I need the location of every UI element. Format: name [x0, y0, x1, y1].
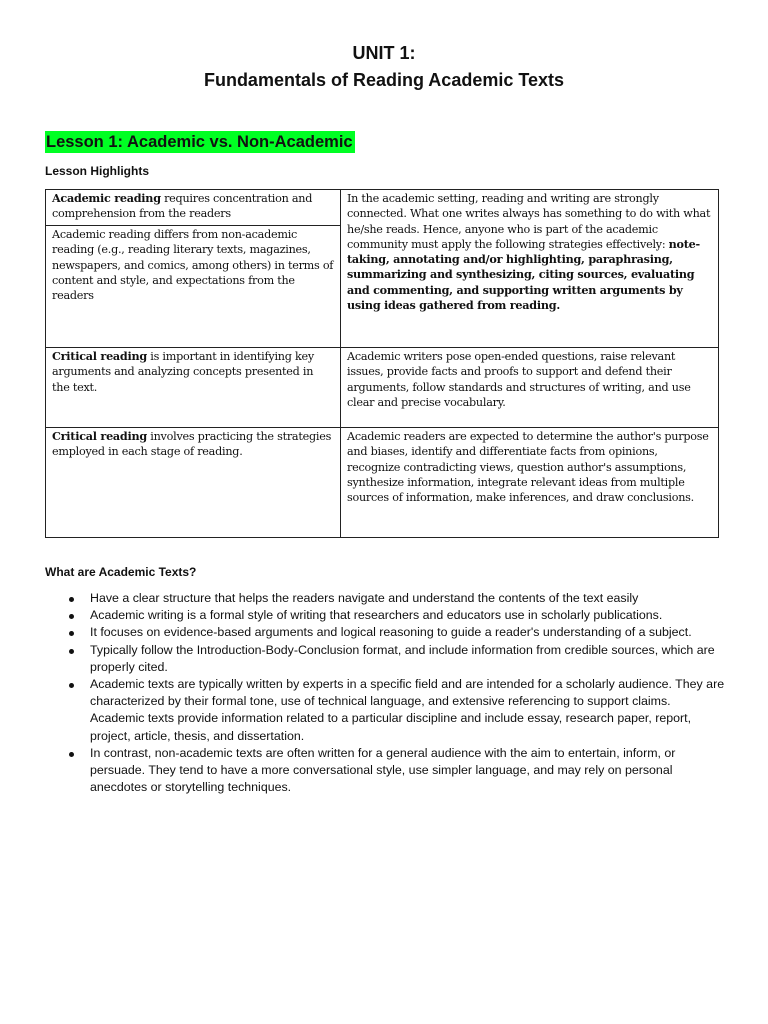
table-row	[46, 190, 719, 226]
list-item	[45, 590, 725, 607]
list-item-text: Academic texts are typically written by experts in a specific field and are intended for a scholarly audience. They are characterized by their formal tone, use of technical language, and extensive referencing to support claims. Academic texts provide information related to a particular discipline and include essay, research paper, report, project, article, thesis, and dissertation.	[90, 677, 725, 743]
cell-text: Academic reading differs from non-academic reading (e.g., reading literary texts, magazines, newspapers, and comics, among others) in terms of content and style, and expectations from the readers	[52, 228, 334, 303]
table-cell	[341, 428, 719, 538]
cell-bold-term: Critical reading	[52, 349, 147, 363]
cell-text: Academic readers are expected to determine the author's purpose and biases, identify and differentiate facts from opinions, recognize contradicting views, question author's assumptions, synthesize information, integrate relevant ideas from multiple sources of information, make inferences, and draw conclusions.	[347, 430, 709, 505]
list-item-text: Have a clear structure that helps the readers navigate and understand the contents of the text easily	[90, 591, 639, 605]
bullet-icon	[69, 649, 74, 654]
cell-bold-text: note-taking, annotating and/or highlighting, paraphrasing, summarizing and synthesizing, citing sources, evaluating and commenting, and supporting written arguments by using ideas gathered from reading.	[347, 236, 700, 313]
list-item	[45, 624, 725, 641]
unit-number: UNIT 1:	[352, 43, 416, 63]
cell-bold-term: Academic reading	[52, 191, 161, 205]
unit-subtitle: Fundamentals of Reading Academic Texts	[203, 70, 565, 90]
list-item	[45, 607, 725, 624]
cell-text: Academic writers pose open-ended questions, raise relevant issues, provide facts and proofs to support and defend their arguments, follow standards and structures of writing, and use clear and precise vocabulary.	[347, 350, 691, 409]
list-item	[45, 676, 725, 745]
lesson-highlights-label: Lesson Highlights	[45, 164, 150, 178]
lesson-heading: Lesson 1: Academic vs. Non-Academic	[46, 133, 353, 151]
list-item-text: In contrast, non-academic texts are often written for a general audience with the aim to entertain, inform, or persuade. They tend to have a more conversational style, use simpler language, and may rely on personal anecdotes or storytelling techniques.	[90, 745, 676, 795]
bullet-icon	[69, 597, 74, 602]
list-item	[45, 642, 725, 676]
table-cell	[46, 348, 341, 428]
table-row	[46, 428, 719, 538]
table-cell	[46, 190, 341, 226]
cell-bold-term: Critical reading	[52, 429, 147, 443]
bullet-icon	[69, 683, 74, 688]
bullet-icon	[69, 614, 74, 619]
bullet-icon	[69, 631, 74, 636]
table-cell	[46, 226, 341, 348]
bullet-list	[45, 590, 725, 796]
list-item-text: Typically follow the Introduction-Body-Conclusion format, and include information from credible sources, which are properly cited.	[90, 642, 715, 674]
table-row	[46, 348, 719, 428]
table-cell	[341, 348, 719, 428]
section-heading: What are Academic Texts?	[45, 565, 197, 579]
table-cell	[46, 428, 341, 538]
cell-text: involves practicing the strategies employed in each stage of reading.	[52, 430, 332, 459]
bullet-icon	[69, 752, 74, 757]
table-cell	[341, 190, 719, 348]
cell-text: requires concentration and comprehension from the readers	[52, 192, 313, 221]
lesson-highlights-table	[45, 189, 719, 538]
list-item	[45, 745, 725, 797]
cell-text: In the academic setting, reading and writing are strongly connected. What one writes always has something to do with what he/she reads. Hence, anyone who is part of the academic community must apply the following strategies effectively:	[347, 192, 711, 251]
cell-text: is important in identifying key arguments and analyzing concepts presented in the text.	[52, 350, 314, 394]
unit-title	[0, 40, 768, 94]
list-item-text: Academic writing is a formal style of writing that researchers and educators use in scholarly publications.	[90, 608, 663, 623]
list-item-text: It focuses on evidence-based arguments and logical reasoning to guide a reader's understanding of a subject.	[90, 625, 692, 640]
